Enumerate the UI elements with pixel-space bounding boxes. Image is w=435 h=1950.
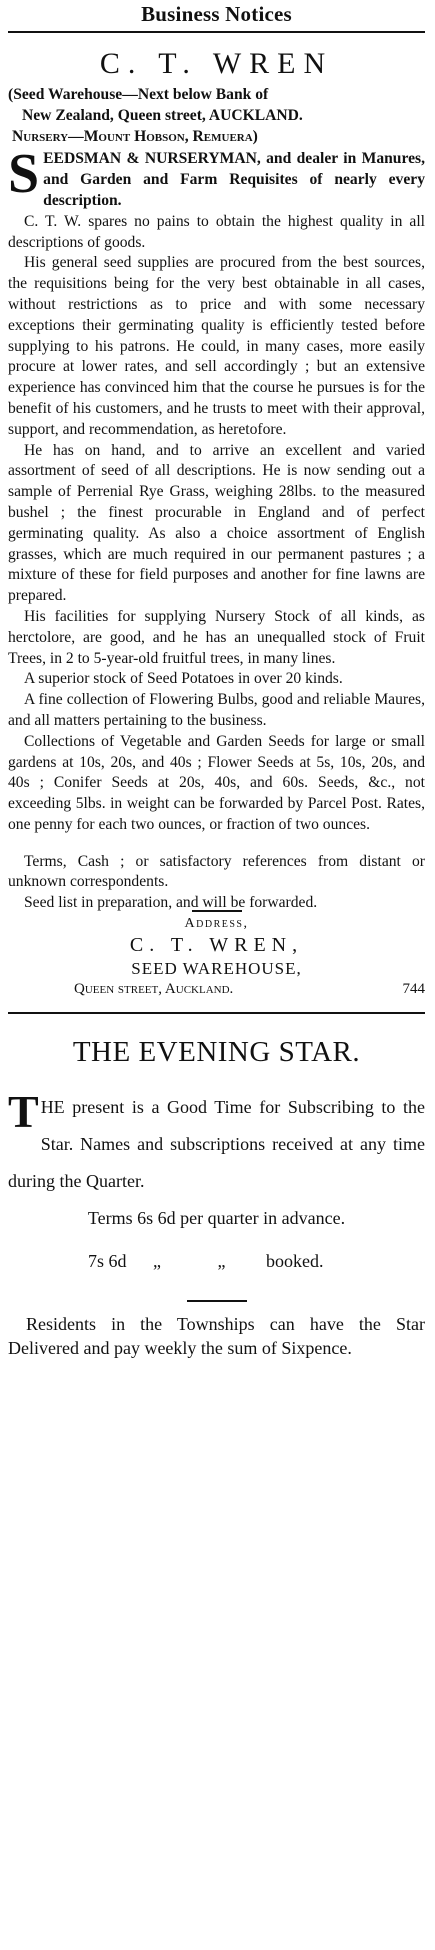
paragraph-nursery-stock: His facilities for supplying Nursery Stock of all kinds, as herctolore, are good, and he has an unequalled stock of Fruit Trees, in 2 to 5-year-old fruitful trees, in many lines. [8, 607, 425, 667]
paragraph-bulbs: A fine collection of Flowering Bulbs, good and reliable Maures, and all matters pertaining to the business. [8, 691, 425, 729]
star-terms-amount: 7s 6d [88, 1251, 127, 1272]
advertiser-name: C. T. WREN [99, 47, 334, 80]
star-terms-line-1: Terms 6s 6d per quarter in advance. [87, 1208, 346, 1229]
star-intro [8, 1086, 425, 1200]
section-divider [8, 31, 425, 33]
star-short-divider [187, 1300, 247, 1302]
wren-advertisement [8, 47, 425, 998]
star-title: THE EVENING STAR. [72, 1036, 361, 1069]
star-terms-booked: booked. [266, 1251, 324, 1272]
intro-paragraph [8, 143, 425, 211]
address-street-row [8, 981, 425, 998]
location-line-2: New Zealand, Queen street, AUCKLAND. [22, 106, 303, 124]
section-title: Business Notices [141, 2, 292, 26]
location-line-1: (Seed Warehouse—Next below Bank of [8, 86, 269, 103]
drop-cap: S [8, 143, 40, 206]
advert-divider [8, 1012, 425, 1014]
star-terms-ditto: „ „ [153, 1251, 252, 1272]
star-terms-line-2 [8, 1251, 425, 1272]
address-warehouse: SEED WAREHOUSE, [131, 959, 302, 979]
evening-star-notice [8, 1036, 425, 1360]
paragraph-assortment: He has on hand, and to arrive an excellent and varied assortment of seed of all descriptions. He is now sending out a sample of Perrenial Rye Grass, weighing 28lbs. to the measured bushel ; the finest procurable in England and of perfect germinating quality. As also a choice assortment of English grasses, which are much required in our permanent pastures ; a mixture of these for field purposes and another for fine lawns are prepared. [8, 441, 425, 605]
address-label: Address, [184, 916, 249, 932]
star-intro-text: HE present is a Good Time for Subscribing to the Star. Names and subscriptions received at any time during the Quarter. [8, 1097, 425, 1192]
address-name: C. T. WREN, [129, 934, 304, 957]
star-drop-cap: T [8, 1086, 39, 1138]
paragraph-seed-list: Seed list in preparation, and will be forwarded. [24, 894, 318, 912]
location-line-3: Nursery—Mount Hobson, Remuera) [12, 127, 258, 145]
star-residents: Residents in the Townships can have the Star Delivered and pay weekly the sum of Sixpence. [8, 1314, 425, 1359]
paragraph-quality: C. T. W. spares no pains to obtain the highest quality in all descriptions of goods. [8, 212, 425, 251]
paragraph-collections: Collections of Vegetable and Garden Seeds for large or small gardens at 10s, 20s, and 40s ; Flower Seeds at 5s, 10s, 20s, and 40s ; Conifer Seeds at 20s, 40s, and 60s. Seeds, &c., not exceeding 5lbs. in weight can be forwarded by Parcel Post. Rates, one penny for each two ounces, or fraction of two ounces. [8, 732, 425, 833]
ad-number: 744 [402, 981, 425, 998]
paragraph-potatoes: A superior stock of Seed Potatoes in over 20 kinds. [24, 670, 343, 688]
address-street: Queen street, Auckland. [74, 981, 234, 998]
paragraph-terms: Terms, Cash ; or satisfactory references from distant or unknown correspondents. [8, 852, 425, 891]
intro-text: EEDSMAN & NURSERYMAN, and dealer in Manures, and Garden and Farm Requisites of nearly every description. [43, 150, 425, 209]
paragraph-seed-supplies: His general seed supplies are procured from the best sources, the requisitions being for the very best obtainable in all cases, without restrictions as to price and with some necessary exceptions their germinating quality is efficiently tested before supplying to his patrons. He could, in many cases, more easily procure at lower rates, and sell accordingly ; but an extensive experience has convinced him that the course he pursues is for the benefit of his customers, and he trusts to meet with their approval, support, and recommendation, as heretofore. [8, 254, 425, 438]
